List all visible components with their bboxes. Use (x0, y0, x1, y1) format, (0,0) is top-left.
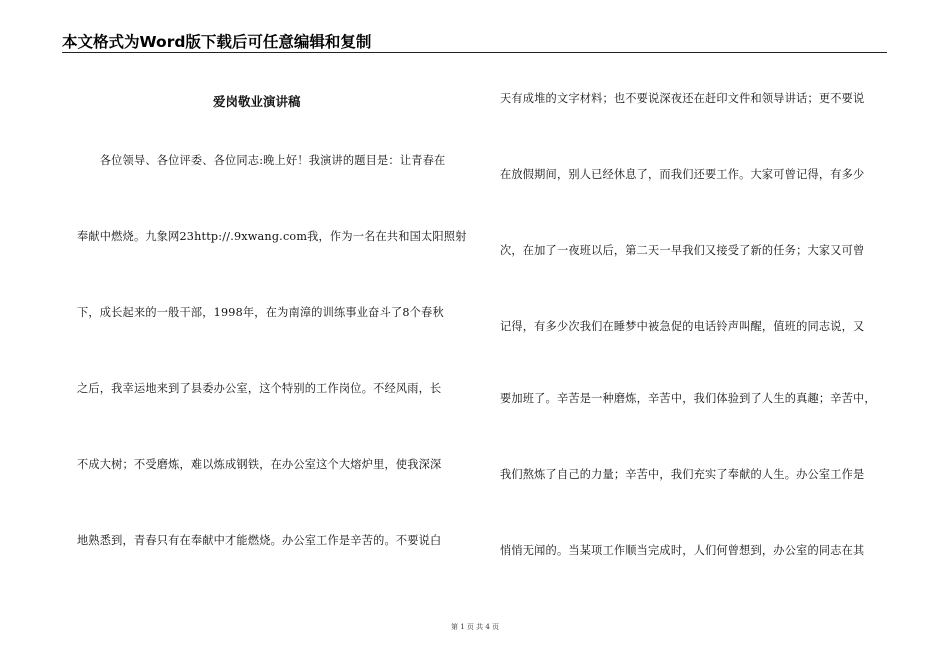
paragraph-line: 天有成堆的文字材料；也不要说深夜还在赶印文件和领导讲话；更不要说 (500, 92, 865, 105)
paragraph-line: 在放假期间，别人已经休息了，而我们还要工作。大家可曾记得，有多少 (500, 168, 865, 181)
paragraph-line: 我们熬炼了自己的力量；辛苦中，我们充实了奉献的人生。办公室工作是 (500, 468, 865, 481)
page-number: 第 1 页 共 4 页 (450, 623, 500, 631)
paragraph-line: 各位领导、各位评委、各位同志:晚上好！我演讲的题目是：让青春在 (77, 154, 446, 167)
paragraph-line: 次，在加了一夜班以后，第二天一早我们又接受了新的任务；大家又可曾 (500, 244, 865, 257)
paragraph-line: 不成大树；不受磨炼，难以炼成钢铁，在办公室这个大熔炉里，使我深深 (77, 458, 442, 471)
paragraph-line: 下，成长起来的一般干部，1998年，在为南漳的训练事业奋斗了8个春秋 (77, 306, 444, 319)
header-divider (62, 52, 887, 53)
paragraph-line: 之后，我幸运地来到了县委办公室，这个特别的工作岗位。不经风雨，长 (77, 382, 442, 395)
paragraph-line: 地熟悉到，青春只有在奉献中才能燃烧。办公室工作是辛苦的。不要说白 (77, 534, 442, 547)
paragraph-line: 记得，有多少次我们在睡梦中被急促的电话铃声叫醒，值班的同志说，又 (500, 320, 865, 333)
document-title: 爱岗敬业演讲稿 (213, 94, 301, 109)
paragraph-line: 要加班了。辛苦是一种磨炼，辛苦中，我们体验到了人生的真趣；辛苦中， (500, 392, 876, 405)
header-banner: 本文格式为Word版下载后可任意编辑和复制 (62, 33, 372, 51)
paragraph-line: 悄悄无闻的。当某项工作顺当完成时，人们何曾想到，办公室的同志在其 (500, 544, 865, 557)
paragraph-line: 奉献中燃烧。九象网23http://.9xwang.com我，作为一名在共和国太阳照射 (77, 230, 467, 243)
